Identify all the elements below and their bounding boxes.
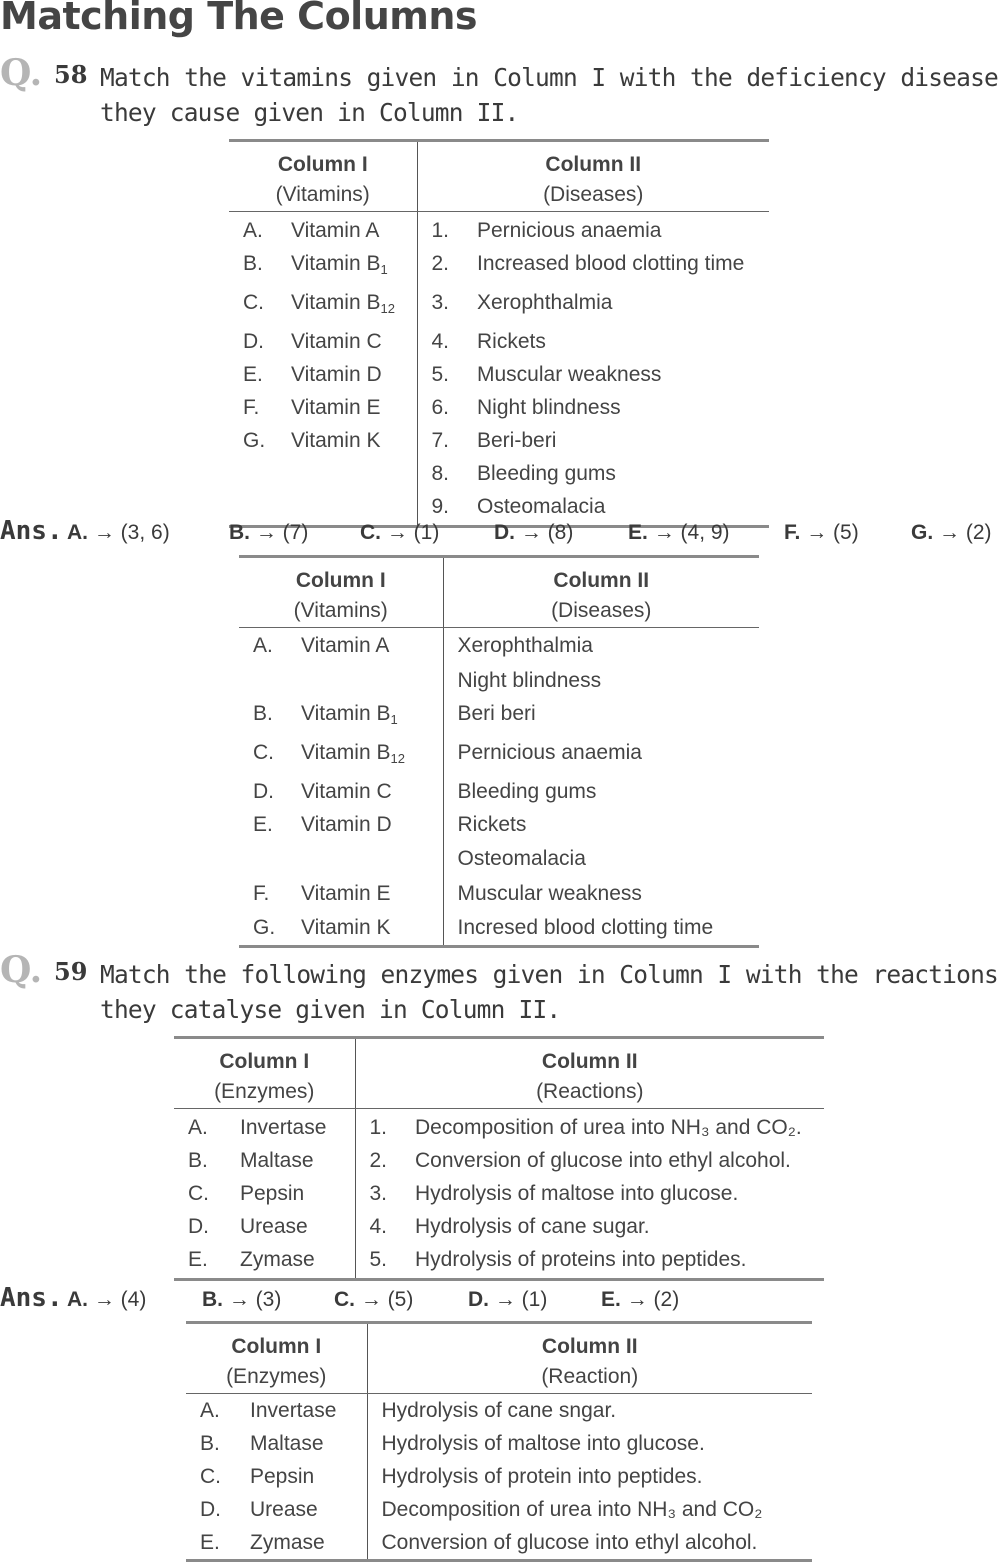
answer-value: → (5) (806, 521, 859, 544)
column2-item: Osteomalacia (443, 841, 759, 877)
table-row (229, 325, 769, 358)
column1-item (240, 1210, 355, 1243)
answer-item (601, 1288, 679, 1312)
col2-title: Column II (545, 153, 642, 176)
column1-item (301, 841, 443, 877)
column1-text: Vitamin D (291, 363, 382, 386)
row-letter: B. (188, 1149, 208, 1172)
table-row (186, 1526, 812, 1561)
column2-item: Night blindness (477, 396, 621, 419)
table-row (229, 286, 769, 325)
column1-text: Zymase (250, 1531, 325, 1554)
answer-key: B. (202, 1288, 223, 1311)
table-row (186, 1460, 812, 1493)
table-row (229, 391, 769, 424)
row-letter (239, 664, 301, 697)
answer-item (360, 521, 439, 545)
column1-item (291, 457, 417, 490)
column1-item (301, 664, 443, 697)
row-letter: C. (200, 1465, 221, 1488)
col1-title: Column I (231, 1335, 322, 1358)
answer-key: G. (911, 521, 934, 544)
column1-item (240, 1243, 355, 1280)
column2-item: Incresed blood clotting time (443, 910, 759, 947)
column1-item (291, 424, 417, 457)
col1-subtitle: (Enzymes) (174, 1077, 355, 1109)
answer-key: C. (360, 521, 381, 544)
col2-subtitle: (Diseases) (417, 180, 769, 212)
q59-answer-table (186, 1321, 812, 1562)
column2-item: Hydrolysis of cane sugar. (415, 1215, 650, 1238)
question-number: 59 (54, 957, 88, 986)
column2-item: Beri-beri (477, 429, 557, 452)
answer-key: B. (229, 521, 250, 544)
q58-answer-table (239, 555, 759, 948)
page-title: Matching The Columns (0, 0, 478, 38)
column2-item: Decomposition of urea into NH₃ and CO₂. (415, 1116, 802, 1139)
col1-subtitle: (Enzymes) (186, 1362, 367, 1394)
answer-key: D. (494, 521, 515, 544)
row-letter: C. (253, 741, 274, 764)
row-number: 1. (417, 212, 477, 248)
column1-text: Vitamin K (301, 916, 391, 939)
answer-key: C. (334, 1288, 355, 1311)
question-text: Match the vitamins given in Column I with the deficiency disease they cause given in Column II. (100, 63, 998, 127)
question-number: 58 (54, 60, 88, 89)
row-number: 4. (355, 1210, 415, 1243)
column1-item (291, 325, 417, 358)
subscript: 12 (390, 751, 405, 766)
column1-text: Invertase (250, 1399, 337, 1422)
column1-text: Vitamin A (301, 634, 390, 657)
answer-item (229, 521, 308, 545)
row-letter: B. (200, 1432, 220, 1455)
answer-item (67, 1288, 146, 1312)
table-row (239, 910, 759, 947)
table-row (239, 808, 759, 841)
row-letter: B. (253, 702, 273, 725)
answer-value: → (4, 9) (653, 521, 730, 544)
answer-item (784, 521, 859, 545)
column2-item: Xerophthalmia (477, 291, 613, 314)
column2-item: Hydrolysis of maltose into glucose. (415, 1182, 739, 1205)
col2-subtitle: (Diseases) (443, 596, 759, 628)
answer-label: Ans. (0, 1283, 63, 1313)
row-letter: A. (243, 219, 263, 242)
column1-item (301, 628, 443, 665)
column1-text: Vitamin B (301, 702, 391, 725)
column1-item (301, 697, 443, 736)
col1-subtitle: (Vitamins) (229, 180, 417, 212)
row-letter: E. (174, 1243, 240, 1280)
row-letter (239, 841, 301, 877)
column1-item (291, 247, 417, 286)
answer-value: → (2) (626, 1288, 680, 1311)
column1-item (301, 877, 443, 910)
row-number: 7. (417, 424, 477, 457)
table-row (229, 358, 769, 391)
table-row (229, 424, 769, 457)
answer-key: A. (67, 521, 88, 544)
table-row (239, 697, 759, 736)
table-row (186, 1427, 812, 1460)
row-letter: A. (253, 634, 273, 657)
answer-key: A. (67, 1288, 88, 1311)
table-row (186, 1493, 812, 1526)
table-row (174, 1177, 824, 1210)
column2-item: Xerophthalmia (443, 628, 759, 665)
column2-item: Hydrolysis of protein into peptides. (367, 1460, 812, 1493)
table-row (174, 1210, 824, 1243)
col1-title: Column I (219, 1050, 310, 1073)
row-letter: C. (243, 291, 264, 314)
answer-key: F. (784, 521, 801, 544)
row-number: 2. (355, 1144, 415, 1177)
column1-text: Invertase (240, 1116, 327, 1139)
column1-text: Vitamin B (291, 252, 381, 275)
row-letter: D. (188, 1215, 209, 1238)
table-row (239, 628, 759, 665)
column1-text: Pepsin (250, 1465, 315, 1488)
column1-item (250, 1394, 367, 1428)
answer-item (911, 521, 992, 545)
column2-item: Hydrolysis of maltose into glucose. (367, 1427, 812, 1460)
answer-value: → (1) (494, 1288, 548, 1311)
column2-item: Beri beri (443, 697, 759, 736)
table-row (239, 841, 759, 877)
row-number: 4. (417, 325, 477, 358)
row-letter: G. (239, 910, 301, 947)
column1-text: Vitamin E (291, 396, 381, 419)
answer-value: → (2) (939, 521, 992, 544)
row-letter: A. (188, 1116, 208, 1139)
answer-item (628, 521, 730, 545)
row-letter (229, 457, 291, 490)
row-letter: E. (243, 363, 263, 386)
column1-text: Vitamin B (291, 291, 381, 314)
column2-item: Hydrolysis of cane sngar. (367, 1394, 812, 1428)
column1-text: Pepsin (240, 1182, 305, 1205)
answer-key: E. (601, 1288, 621, 1311)
col2-title: Column II (541, 1050, 638, 1073)
column1-text: Zymase (240, 1248, 315, 1271)
column1-item (250, 1526, 367, 1561)
q58-table (229, 139, 769, 528)
column2-item: Conversion of glucose into ethyl alcohol. (367, 1526, 812, 1561)
row-letter: D. (253, 780, 274, 803)
table-row (229, 212, 769, 248)
column2-item: Muscular weakness (477, 363, 662, 386)
question-label: Q. (0, 949, 43, 991)
column1-text: Vitamin A (291, 219, 380, 242)
col2-title: Column II (541, 1335, 638, 1358)
row-letter: D. (200, 1498, 221, 1521)
row-number: 5. (417, 358, 477, 391)
column2-item: Conversion of glucose into ethyl alcohol. (415, 1149, 791, 1172)
table-row (174, 1109, 824, 1145)
answer-value: → (1) (386, 521, 440, 544)
column2-item: Pernicious anaemia (477, 219, 662, 242)
row-number: 1. (355, 1109, 415, 1145)
col2-title: Column II (553, 569, 650, 592)
col2-subtitle: (Reaction) (367, 1362, 812, 1394)
table-row (229, 247, 769, 286)
table-row (239, 775, 759, 808)
subscript: 12 (380, 301, 395, 316)
col2-subtitle: (Reactions) (355, 1077, 824, 1109)
column2-item: Night blindness (443, 664, 759, 697)
row-letter: C. (188, 1182, 209, 1205)
column2-item: Rickets (477, 330, 546, 353)
column1-text: Vitamin C (301, 780, 392, 803)
row-letter: D. (243, 330, 264, 353)
col1-subtitle: (Vitamins) (239, 596, 443, 628)
column1-text: Vitamin C (291, 330, 382, 353)
column1-item (240, 1144, 355, 1177)
answer-item (494, 521, 573, 545)
question-text: Match the following enzymes given in Column I with the reactions they catalyse given in Column II. (100, 960, 998, 1024)
answer-key: E. (628, 521, 648, 544)
row-number: 5. (355, 1243, 415, 1280)
table-row (239, 877, 759, 910)
column2-item: Hydrolysis of proteins into peptides. (415, 1243, 824, 1280)
row-number: 9. (417, 490, 477, 527)
column1-item (301, 736, 443, 775)
q59-table (174, 1036, 824, 1281)
column1-text: Maltase (240, 1149, 314, 1172)
column1-item (250, 1493, 367, 1526)
column1-item (250, 1460, 367, 1493)
row-letter: G. (243, 429, 266, 452)
column2-item: Decomposition of urea into NH₃ and CO₂ (367, 1493, 812, 1526)
column1-text: Maltase (250, 1432, 324, 1455)
row-letter: E. (186, 1526, 250, 1561)
row-number: 6. (417, 391, 477, 424)
subscript: 1 (390, 712, 398, 727)
column1-text: Vitamin K (291, 429, 381, 452)
table-row (239, 736, 759, 775)
answer-value: → (4) (93, 1288, 147, 1311)
answer-value: → (3, 6) (93, 521, 170, 544)
table-row (229, 457, 769, 490)
answer-item (67, 521, 170, 545)
column1-item (301, 910, 443, 947)
column2-item: Bleeding gums (443, 775, 759, 808)
q58-answer-line (0, 516, 998, 552)
row-number: 3. (355, 1177, 415, 1210)
column1-item (250, 1427, 367, 1460)
row-letter: B. (243, 252, 263, 275)
table-row (174, 1144, 824, 1177)
column2-item: Rickets (443, 808, 759, 841)
column1-text: Vitamin B (301, 741, 391, 764)
answer-item (202, 1288, 281, 1312)
row-letter: A. (200, 1399, 220, 1422)
answer-value: → (3) (228, 1288, 282, 1311)
column1-text: Vitamin D (301, 813, 392, 836)
row-number: 2. (417, 247, 477, 286)
answer-item (334, 1288, 413, 1312)
column1-item (301, 808, 443, 841)
answer-value: → (8) (520, 521, 574, 544)
subscript: 1 (380, 262, 388, 277)
table-row (239, 664, 759, 697)
column2-item: Pernicious anaemia (443, 736, 759, 775)
question-label: Q. (0, 52, 43, 94)
column2-item: Muscular weakness (443, 877, 759, 910)
answer-item (468, 1288, 547, 1312)
column1-item (291, 286, 417, 325)
row-letter: F. (243, 396, 260, 419)
col1-title: Column I (277, 153, 368, 176)
column1-item (291, 358, 417, 391)
col1-title: Column I (295, 569, 386, 592)
column1-text: Urease (250, 1498, 318, 1521)
answer-value: → (7) (255, 521, 309, 544)
column1-item (291, 391, 417, 424)
column1-item (240, 1177, 355, 1210)
column1-text: Vitamin E (301, 882, 391, 905)
row-letter: E. (253, 813, 273, 836)
column1-item (240, 1109, 355, 1145)
answer-label: Ans. (0, 516, 63, 546)
column2-item: Bleeding gums (477, 462, 616, 485)
row-letter: F. (253, 882, 270, 905)
table-row (186, 1394, 812, 1428)
answer-value: → (5) (360, 1288, 414, 1311)
column1-item (301, 775, 443, 808)
row-number: 8. (417, 457, 477, 490)
table-row (174, 1243, 824, 1280)
q59-answer-line (0, 1283, 998, 1319)
column2-item: Increased blood clotting time (477, 252, 745, 275)
column1-item (291, 212, 417, 248)
answer-key: D. (468, 1288, 489, 1311)
column2-item: Osteomalacia (477, 490, 769, 527)
column1-text: Urease (240, 1215, 308, 1238)
row-number: 3. (417, 286, 477, 325)
